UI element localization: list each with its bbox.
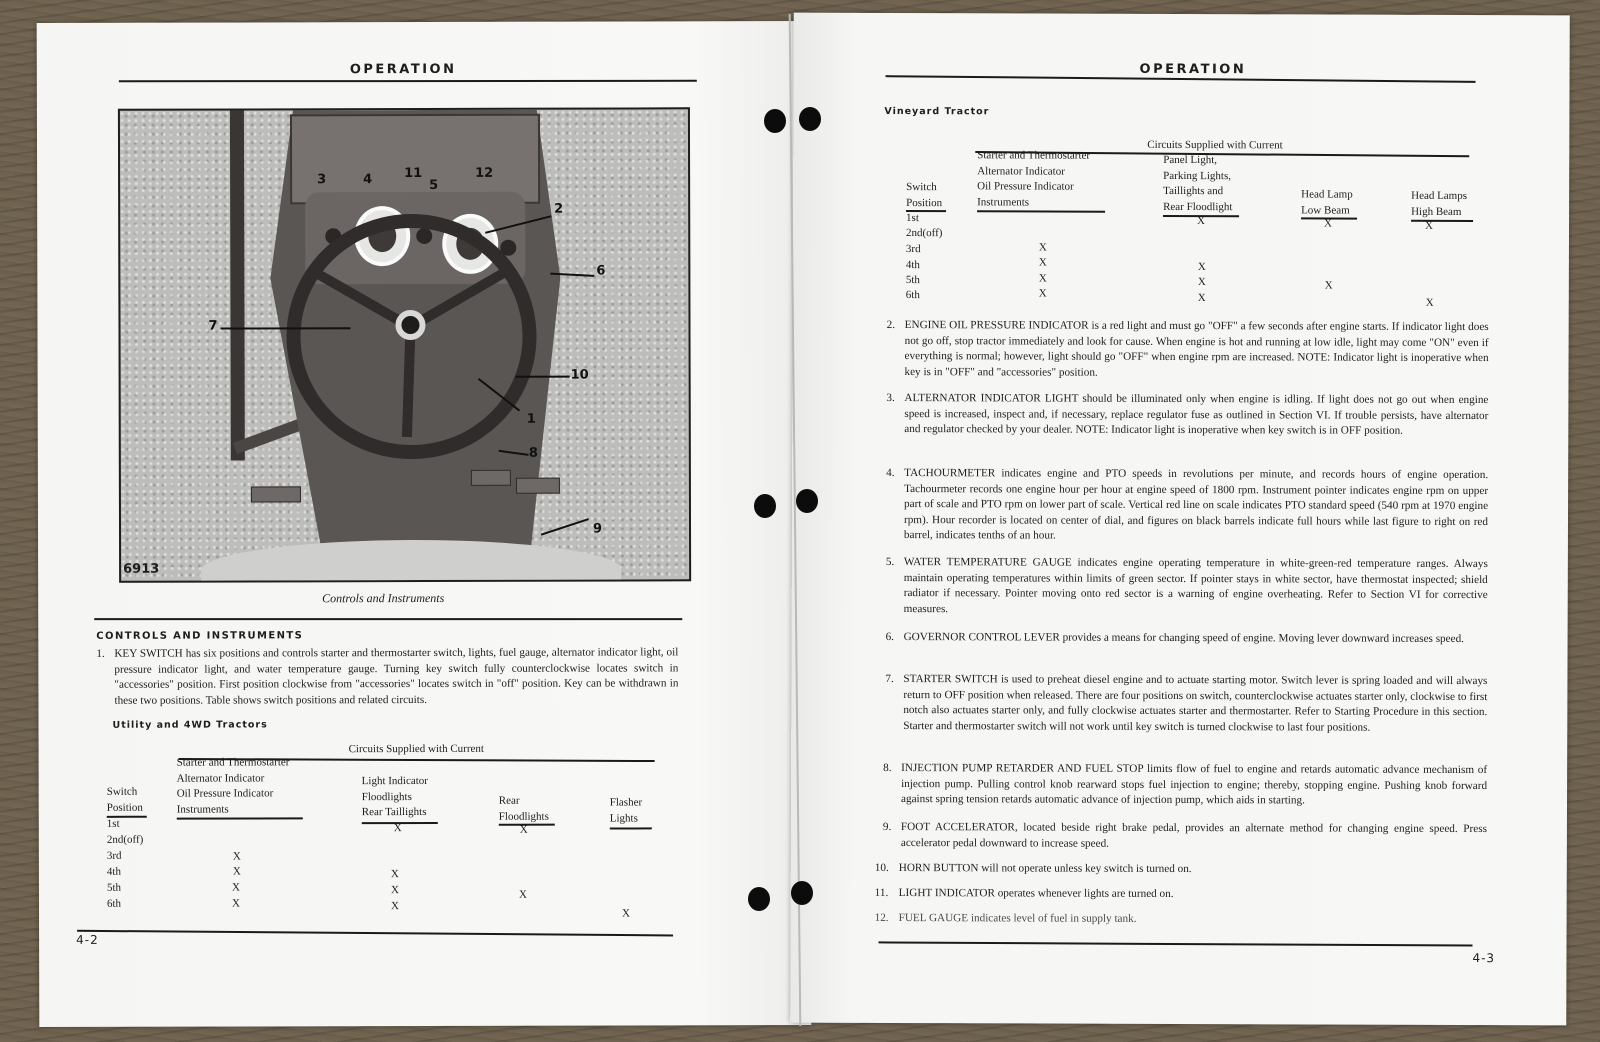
binder-hole <box>796 489 818 513</box>
binder-hole <box>799 107 821 131</box>
col-starter: Starter and Thermostarter Alternator Indicator Oil Pressure Indicator Instruments <box>176 756 290 816</box>
item-10: 10. HORN BUTTON will not operate unless key switch is turned on. <box>874 861 1192 876</box>
table-row: 2nd(off) <box>106 833 144 846</box>
page-number: 4-3 <box>1472 951 1496 966</box>
item-12: 12. FUEL GAUGE indicates level of fuel in supply tank. <box>874 911 1137 925</box>
callout-8: 8 <box>528 445 538 461</box>
callout-7: 7 <box>208 318 218 334</box>
callout-12: 12 <box>475 165 494 181</box>
controls-photo <box>118 107 691 582</box>
callout-5: 5 <box>429 177 439 193</box>
running-head: OPERATION <box>349 61 457 78</box>
item-11: 11. LIGHT INDICATOR operates whenever lights are turned on. <box>874 886 1174 900</box>
table-row: 3rd X <box>905 241 1047 256</box>
lever <box>230 110 245 460</box>
horn-button <box>395 310 425 340</box>
section-title: CONTROLS AND INSTRUMENTS <box>96 630 304 642</box>
callout-11: 11 <box>404 166 423 182</box>
callout-10: 10 <box>570 367 589 383</box>
figure-number: 6913 <box>123 561 160 577</box>
table-row: 2nd(off) <box>905 227 943 240</box>
item-8: 8. INJECTION PUMP RETARDER AND FUEL STOP limits flow of fuel to engine and retards automatic advance mechanism of injection pump. Pulling control knob rearward stops fuel injection to engine; thereby, stopping engine. Pushing knob forward against spring tension retards automatic advance of injection pump, which aids in starting. <box>883 761 1488 807</box>
col-flasher-lights: Flasher Lights <box>609 796 643 825</box>
footer-rule <box>879 941 1473 946</box>
item-3: 3. ALTERNATOR INDICATOR LIGHT should be illuminated only when engine is idling. If light does not go out when engine speed is increased, inspect and, if necessary, replace regulator fuse as outlined in Section VI. If trouble persists, have alternator and regulator checked by your dealer. NOTE: Indicator light is inoperative when key switch is in OFF position. <box>886 391 1489 437</box>
table-row: 5th X X X <box>905 272 1333 292</box>
col-starter: Starter and Thermostarter Alternator Indicator Oil Pressure Indicator Instruments <box>977 149 1091 208</box>
col-light-indicator: Light Indicator Floodlights Rear Taillights <box>361 774 428 819</box>
col-panel-light: Panel Light, Parking Lights, Taillights and Rear Floodlight <box>1163 153 1233 213</box>
table-row: 3rd X <box>106 849 241 863</box>
callout-2: 2 <box>554 201 564 217</box>
table-row: 6th X X X <box>106 897 630 920</box>
binder-hole <box>754 494 776 518</box>
item-4: 4. TACHOURMETER indicates engine and PTO speeds in revolutions per minute, and records hours of engine operation. Tachourmeter records one engine hour per hour at engine speed of 1800 rpm. Instrument pointer indicates engine rpm on upper part of scale and PTO rpm on lower part of scale. Vertical red line on scale indicates PTO standard speed (540 rpm at 1970 engine rpm). Hour recorder is located on center of dial, and figures on black barrels indicate full hours while last figure to right on red barrel, indicates tenths of an hour. <box>886 466 1489 542</box>
page-number: 4-2 <box>76 932 99 947</box>
col-rear-floodlights: Rear Floodlights <box>498 794 549 823</box>
header-rule <box>119 80 697 83</box>
table-row: 5th X X X <box>106 881 527 901</box>
left-page <box>37 21 812 1027</box>
item-1: 1. KEY SWITCH has six positions and controls starter and thermostarter switch, lights, fuel gauge, alternator indicator light, oil pressure indicator light, and water temperature gauge. Turning key switch fully counterclockwise locates switch in "accessories" position. First position clockwise from "accessories" locates switch in "off" position. Key can be withdrawn in these two positions. Table shows switch positions and related circuits. <box>96 646 679 707</box>
running-head: OPERATION <box>1139 61 1247 78</box>
item-7: 7. STARTER SWITCH is used to preheat diesel engine and to actuate starting motor. Switch lever is spring loaded and will always return to OFF position when released. There are four positions on switch, counterclockwise actuates starter only, clockwise to first notch also actuates starter only, and fully clockwise actuates starter and thermostarter. Refer to Starting Procedure in this section. Starter and thermostarter switch will not work until key switch is turned clockwise to last four positions. <box>885 672 1488 734</box>
col-head-lamps-high: Head Lamps High Beam <box>1411 189 1468 218</box>
col-switch-position: Switch Position <box>906 181 943 209</box>
table-row: 6th X X X <box>905 287 1434 309</box>
table-title: Vineyard Tractor <box>884 105 990 118</box>
binder-hole <box>791 881 813 905</box>
table-row: 4th X X <box>905 256 1206 274</box>
table-row: 1st X X X <box>906 212 1433 232</box>
table-group-header: Circuits Supplied with Current <box>1147 138 1283 152</box>
figure-caption: Controls and Instruments <box>322 590 445 606</box>
callout-4: 4 <box>363 172 373 188</box>
item-6: 6. GOVERNOR CONTROL LEVER provides a means for changing speed of engine. Moving lever downward increases speed. <box>885 630 1465 645</box>
item-5: 5. WATER TEMPERATURE GAUGE indicates engine operating temperature in white-green-red temperature ranges. Always maintain operating temperatures within limits of green sector. If pointer stays in white sector, have thermostat inspected; shield radiator if necessary. Pointer moving onto red sector is a warning of engine overheating. Refer to Section VI for corrective measures. <box>885 555 1488 615</box>
callout-1: 1 <box>526 411 536 427</box>
table-row: 4th X X <box>106 865 399 881</box>
callout-3: 3 <box>317 172 327 188</box>
table-row: 1st X X <box>106 817 528 836</box>
right-page <box>790 13 1570 1026</box>
binder-hole <box>748 887 770 911</box>
col-switch-position: Switch Position <box>106 785 143 814</box>
binder-hole <box>764 109 786 133</box>
col-head-lamp-low: Head Lamp Low Beam <box>1301 188 1353 217</box>
table-group-header: Circuits Supplied with Current <box>348 742 484 756</box>
item-2: 2. ENGINE OIL PRESSURE INDICATOR is a red light and must go "OFF" a few seconds after engine starts. If indicator light does not go off, stop tractor immediately and look for cause. When engine is hot and running at low idle, light may come "ON" even if everything is normal; however, light should go "OFF" when engine rpm are increased. NOTE: Indicator light is inoperative when key is in "OFF" and "accessories" position. <box>886 318 1489 379</box>
callout-9: 9 <box>592 521 603 537</box>
footer-rule <box>77 930 673 937</box>
item-9: 9. FOOT ACCELERATOR, located beside right brake pedal, provides an alternate method for changing engine speed. Press accelerator pedal downward to increase speed. <box>882 820 1487 850</box>
table-title: Utility and 4WD Tractors <box>112 719 268 731</box>
callout-6: 6 <box>596 263 606 279</box>
